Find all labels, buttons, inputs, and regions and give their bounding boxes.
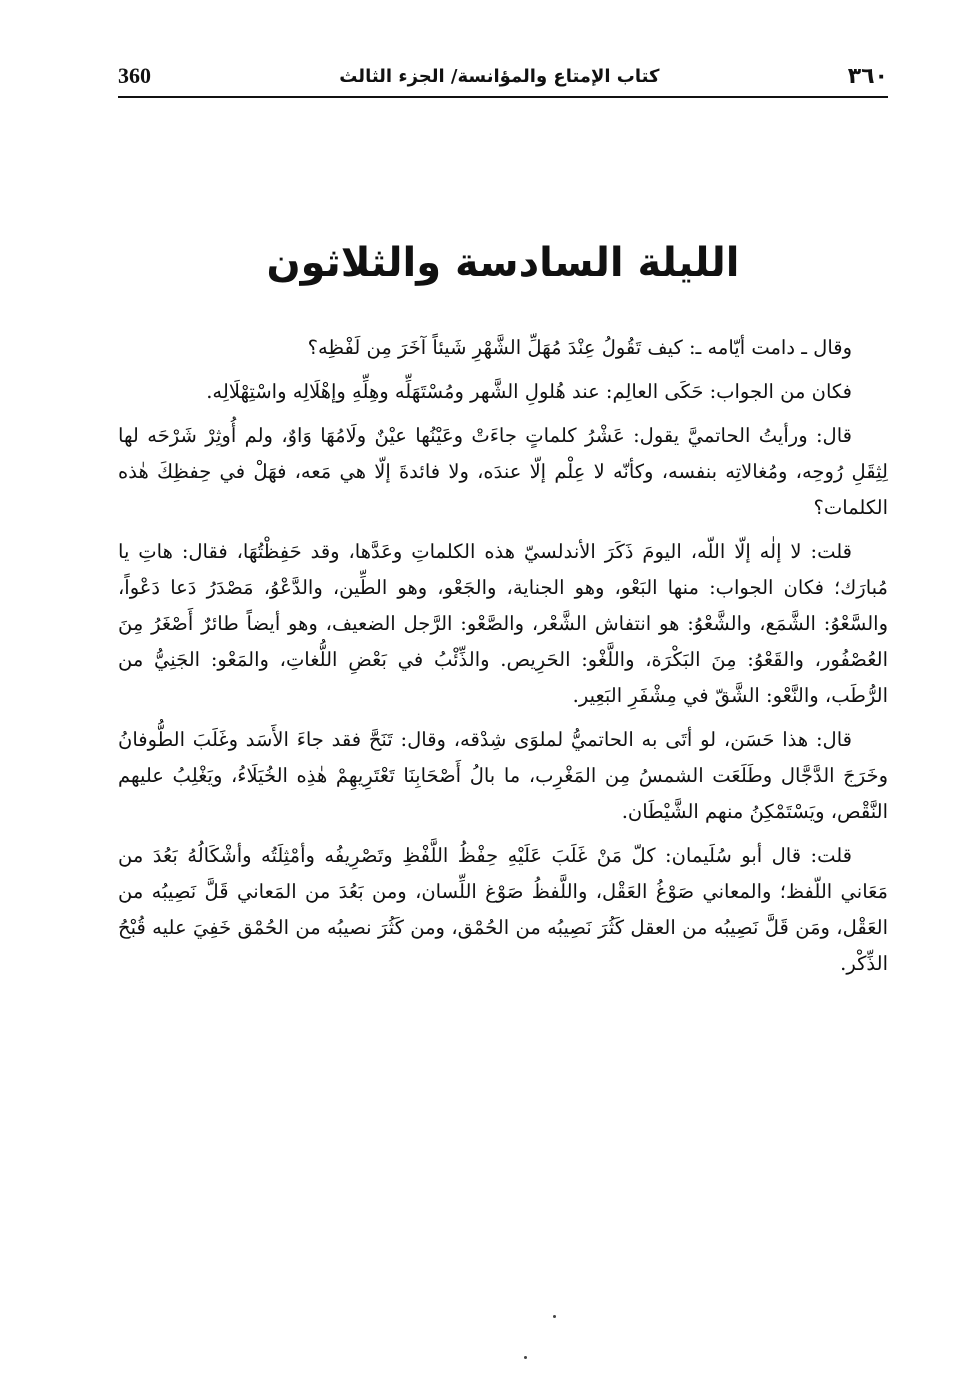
paragraph: وقال ـ دامت أيّامه ـ: كيف تَقُولُ عِنْدَ مُهَلِّ الشَّهْرِ شَيئاً آخَرَ مِن لَفْظِه؟ [307, 336, 852, 359]
paragraph: قال: ورأيتُ الحاتميَّ يقول: عَشْرُ كلماتٍ جاءَتْ وعَيْنُها عيْنٌ ولَامُهَا وَاوٌ، ولم أُوثِرْ شَرْحَه لها لِثِقَلِ رُوحِه، ومُغالاتِه بنفسه، وكأنّه لا عِلْم إلّا عندَه، ولا فائدةَ إلّا هي مَعه، فهَلْ في حِفظِكَ هٰذه الكلمات؟ [118, 424, 888, 519]
running-title: كتاب الإمتاع والمؤانسة/ الجزء الثالث [339, 65, 660, 87]
page-number-latin: 360 [118, 63, 151, 88]
header-rule [118, 96, 888, 98]
paragraph: قلت: قال أبو سُلَيمان: كلّ مَنْ غَلَبَ عَلَيْهِ حِفْظُ اللَّفْظِ وتَصْرِيفُه وأمْثِلَتُه وأشْكَالُهُ بَعُدَ من مَعَاني اللّفظ؛ والمعاني صَوْغُ العَقْل، واللَّفظُ صَوْغ اللِّسان، ومن بَعُدَ من المَعاني قَلَّ نَصِيبُه من العَقْل، ومَن قَلَّ نَصِيبُه من العقل كَثُرَ نَصِيبُه من الحُمْق، ومن كَثُرَ نصيبُه من الحُمْق خَفِيَ عليه قُبْحُ الذِّكْر. [118, 844, 888, 975]
page-number-arabic: ٣٦٠ [847, 63, 888, 89]
paragraph: قال: هذا حَسَن، لو أتَى به الحاتميُّ لملوَى شِدْقه، وقال: تَنَحَّ فقد جاءَ الأَسَد وغَلَبَ الطُّوفانُ وخَرَجَ الدَّجَّال وطَلَعَت الشمسُ مِن المَغْرِب، ما بالُ أَصْحَابِنَا تَعْتَرِيهِمْ هٰذِه الخُيَلَاءُ، ويَغْلِبُ عليهم النَّقْص، ويَسْتَمْكِنُ منهم الشَّيْطَان. [118, 728, 888, 823]
speck [524, 1356, 527, 1359]
body-text [118, 330, 888, 990]
paragraph: قلت: لا إلٰه إلّا اللّه، اليومَ ذَكَرَ الأندلسيّ هذه الكلماتِ وعَدَّها، وقد حَفِظْتُهَا، فقال: هاتِ يا مُبارَك؛ فكان الجواب: منها البَعْو، وهو الجناية، والجَعْو، وهو الطِّين، والدَّعْوُ، مَصْدَرُ دَعا دَعْواً، والسَّعْوُ: الشَّمَع، والشَّعْوُ: هو انتفاش الشَّعْر، والصَّعْو: الرَّجل الضعيف، وهو أيضاً طائرٌ أَصْغَرُ مِنَ العُصْفُور، والقَعْوُ: مِنَ البَكْرَة، واللَّغْو: الحَرِيص. والذِّئْبُ في بَعْضِ اللُّغاتِ، والمَعْو: الجَنِيُّ من الرُّطَب، والنَّعْو: الشَّقّ في مِشْفَرِ البَعِير. [118, 540, 888, 707]
paragraph: فكان من الجواب: حَكَى العالِم: عند هُلولِ الشَّهر ومُسْتَهَلِّه وهِلِّهِ وإهْلَالِه واسْتِهْلَالِه. [206, 380, 852, 403]
scan-specks [0, 1300, 980, 1360]
chapter-title: الليلة السادسة والثلاثون [266, 240, 740, 286]
speck [553, 1315, 556, 1318]
page-header [118, 58, 888, 94]
